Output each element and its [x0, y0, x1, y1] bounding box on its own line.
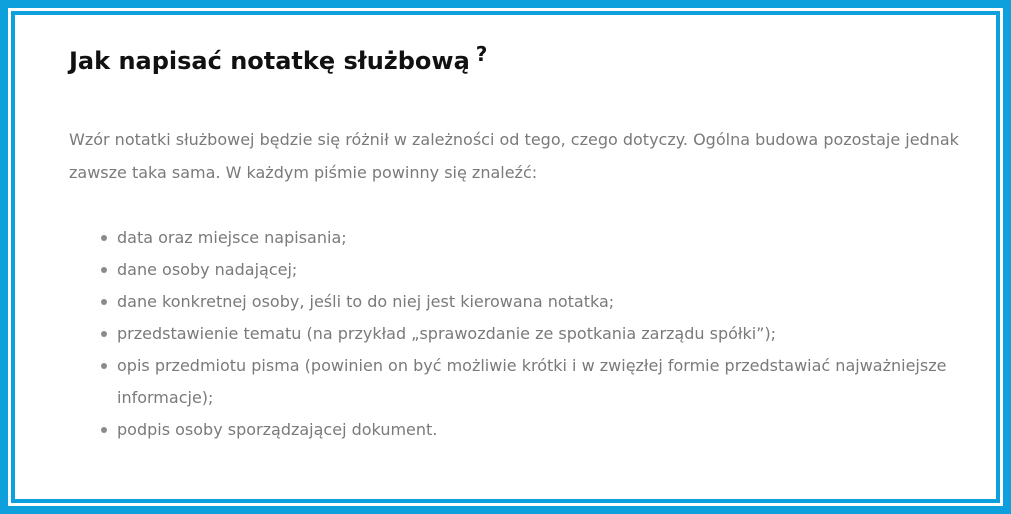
list-item: dane osoby nadającej;	[117, 254, 997, 286]
intro-paragraph: Wzór notatki służbowej będzie się różnił w zależności od tego, czego dotyczy. Ogólna budowa pozostaje jednak zawsze taka sama. W każdym piśmie powinny się znaleźć:	[69, 130, 959, 182]
article-title-question-mark: ?	[475, 42, 488, 66]
list-item: opis przedmiotu pisma (powinien on być możliwie krótki i w zwięzłej formie przedstawiać najważniejsze informacje);	[117, 350, 997, 414]
inner-border-frame	[11, 11, 1000, 503]
list-item: dane konkretnej osoby, jeśli to do niej jest kierowana notatka;	[117, 286, 997, 318]
border-gap	[8, 8, 1003, 506]
list-item: data oraz miejsce napisania;	[117, 222, 997, 254]
content-box	[15, 15, 996, 499]
list-item: podpis osoby sporządzającej dokument.	[117, 414, 997, 446]
article-title-text: Jak napisać notatkę służbową	[69, 47, 470, 75]
article-title	[69, 42, 488, 75]
list-item: przedstawienie tematu (na przykład „sprawozdanie ze spotkania zarządu spółki”);	[117, 318, 997, 350]
requirements-list	[69, 222, 997, 446]
